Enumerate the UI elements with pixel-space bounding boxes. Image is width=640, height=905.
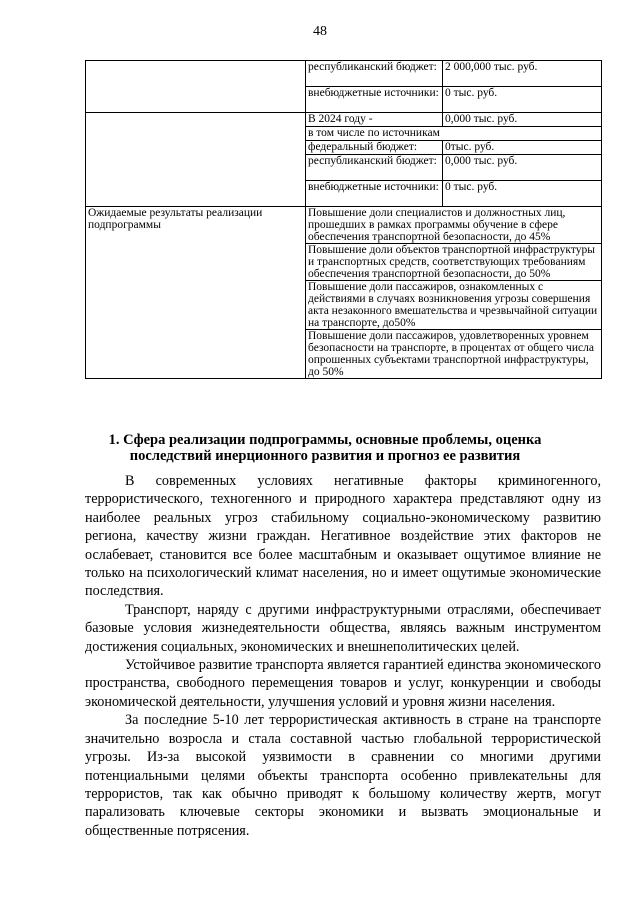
expected-result-item: Повышение доли пассажиров, ознакомленных с действиями в случаях возникновения угрозы совершения акта незаконного вмешательства и чрезвычайной ситуации на транспорте, до50% <box>306 281 602 330</box>
funding-amount-cell: 0,000 тыс. руб. <box>443 113 602 127</box>
body-paragraph: В современных условиях негативные факторы криминогенного, террористического, техногенного и природного характера представляют одну из наиболее реальных угроз стабильному социально-экономическому развитию региона, качеству жизни граждан. Негативное воздействие этих факторов не ослабевает, становится все более масштабным и оказывает ощутимое влияние не только на психологический климат населения, но и имеет ощутимые экономические последствия. <box>85 473 601 600</box>
funding-sources-caption: в том числе по источникам <box>306 127 602 141</box>
section-heading: 1. Сфера реализации подпрограммы, основные проблемы, оценка последствий инерционного развития и прогноз ее развития <box>108 432 542 464</box>
table-row <box>86 113 602 127</box>
funding-source-cell: внебюджетные источники: <box>306 181 443 207</box>
funding-source-cell: республиканский бюджет: <box>306 155 443 181</box>
funding-source-cell: республиканский бюджет: <box>306 61 443 87</box>
expected-result-item: Повышение доли специалистов и должностных лиц, прошедших в рамках программы обучение в сфере обеспечения транспортной безопасности, до 45% <box>306 207 602 244</box>
funding-amount-cell: 0тыс. руб. <box>443 141 602 155</box>
funding-source-cell: внебюджетные источники: <box>306 87 443 113</box>
expected-results-label: Ожидаемые результаты реализации подпрограммы <box>86 207 306 379</box>
body-paragraph: Транспорт, наряду с другими инфраструктурными отраслями, обеспечивает базовые условия жизнедеятельности общества, являясь важным инструментом достижения социальных, экономических и внешнеполитических целей. <box>85 601 601 655</box>
subprogram-passport-table <box>85 60 602 379</box>
funding-amount-cell: 0,000 тыс. руб. <box>443 155 602 181</box>
table-row <box>86 207 602 244</box>
expected-result-item: Повышение доли объектов транспортной инфраструктуры и транспортных средств, соответствующих требованиям обеспечения транспортной безопасности, до 50% <box>306 244 602 281</box>
funding-amount-cell: 2 000,000 тыс. руб. <box>443 61 602 87</box>
body-paragraph: За последние 5-10 лет террористическая активность в стране на транспорте значительно возросла и стала составной частью глобальной террористической угрозы. Из-за высокой уязвимости в сравнении со многими другими потенциальными целями объекты транспорта особенно привлекательны для террористов, так как обычно приводят к большому количеству жертв, могут парализовать ключевые секторы экономики и вызвать эмоциональные и общественные потрясения. <box>85 712 601 839</box>
funding-year-cell: В 2024 году - <box>306 113 443 127</box>
funding-amount-cell: 0 тыс. руб. <box>443 87 602 113</box>
funding-amount-cell: 0 тыс. руб. <box>443 181 602 207</box>
table-row <box>86 61 602 87</box>
expected-result-item: Повышение доли пассажиров, удовлетворенных уровнем безопасности на транспорте, в процентах от общего числа опрошенных субъектами транспортной инфраструктуры, до 50% <box>306 330 602 379</box>
page-number: 48 <box>313 24 327 39</box>
empty-cell <box>86 113 306 207</box>
body-paragraph: Устойчивое развитие транспорта является гарантией единства экономического пространства, свободного перемещения товаров и услуг, конкуренции и свободы экономической деятельности, улучшения условий и уровня жизни населения. <box>85 657 601 710</box>
section-body <box>85 472 601 840</box>
funding-source-cell: федеральный бюджет: <box>306 141 443 155</box>
empty-cell <box>86 61 306 113</box>
